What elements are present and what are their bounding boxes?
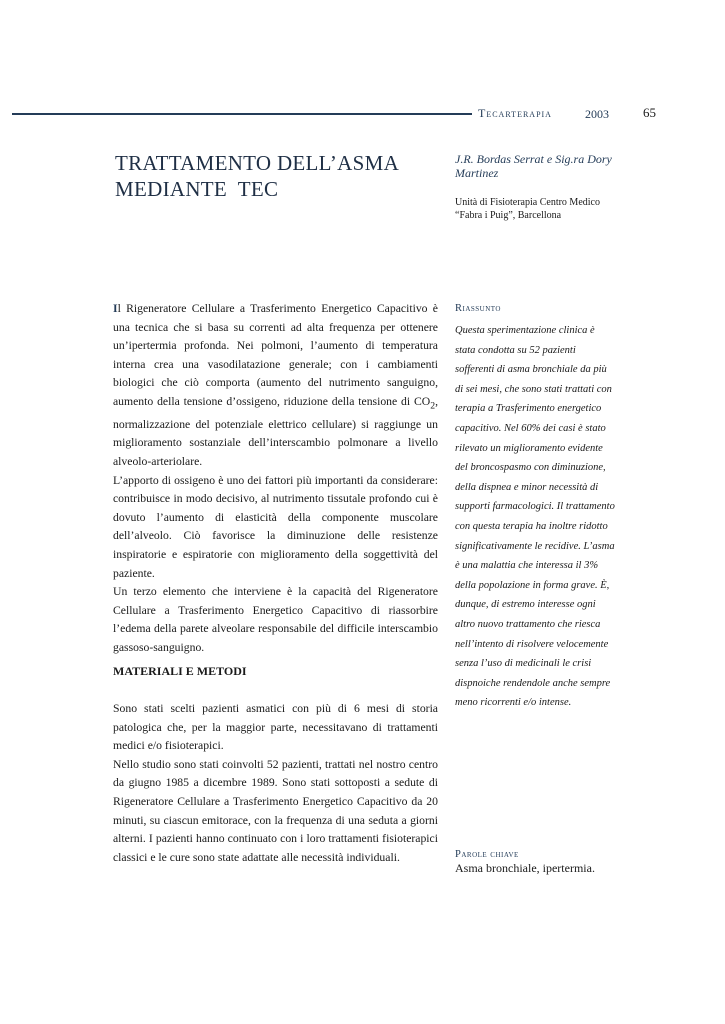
header-rule <box>12 113 472 115</box>
running-header-journal: Tecarterapia <box>478 106 552 120</box>
title-line-2: MEDIANTE TEC <box>115 177 279 201</box>
abstract <box>455 321 615 713</box>
body-paragraph-5: Nello studio sono stati coinvolti 52 pazienti, trattati nel nostro centro da giugno 1985 a dicembre 1989. Sono stati sottoposti a sedute di Rigeneratore Cellulare a Trasferimento Energetico Capacitivo da 20 minuti, su ciascun emitorace, con la frequenza di una seduta a giorni alterni. I pazienti hanno continuato con i loro trattamenti fisioterapici classici e le cure sono state adattate alle necessità individuali. <box>113 757 438 864</box>
p1-text-a: l Rigeneratore Cellulare a Trasferimento Energetico Capacitivo è una tecnica che si basa su correnti ad alta frequenza per ottenere un’ipertermia profonda. Nei polmoni, l’aumento di temperatura interna crea una vasodilatazione generale; con i cambiamenti biologici che ciò comporta (aumento del nutrimento sanguigno, aumento della tensione d’ossigeno, riduzione della tensione di CO <box>113 302 438 408</box>
abstract-text: Questa sperimentazione clinica è stata condotta su 52 pazienti sofferenti di asma bronchiale da più di sei mesi, che sono stati trattati con terapia a Trasferimento energetico capacitivo. Nel 60% dei casi è stato rilevato un miglioramento evidente del broncospasmo con diminuzione, della dispnea e minor necessità di supporti farmacologici. Il trattamento con questa terapia ha inoltre ridotto significativamente le recidive. L’asma è una malattia che interessa il 3% della popolazione in forma grave. È, dunque, di estremo interesse ogni altro nuovo trattamento che riesca nell’intento di risolvere velocemente senza l’uso di medicinali le crisi dispnoiche rendendole anche sempre meno ricorrenti e/o intense. <box>455 325 615 709</box>
body-intro <box>113 300 438 658</box>
body-paragraph-4: Sono stati scelti pazienti asmatici con più di 6 mesi di storia patologica che, per la maggior parte, necessitavano di trattamenti medici e/o fisioterapici. <box>113 702 438 753</box>
title-line-1: TRATTAMENTO DELL’ASMA <box>115 151 400 175</box>
drop-cap: I <box>113 302 118 315</box>
authors: J.R. Bordas Serrat e Sig.ra Dory Martinez <box>455 152 612 180</box>
keywords-label: Parole chiave <box>455 849 519 860</box>
p1-text-b: , normalizzazione del potenziale elettrico cellulare) si raggiunge un miglioramento sostanziale dell’interscambio polmonare a livello alveolo-arteriolare. <box>113 394 438 469</box>
running-header-year: 2003 <box>585 107 609 121</box>
co2-subscript: 2 <box>430 400 436 412</box>
body-paragraph-3: Un terzo elemento che interviene è la capacità del Rigeneratore Cellulare a Trasferimento Energetico Capacitivo di riassorbire l’edema della parete alveolare responsabile del difficile interscambio gassoso-sanguigno. <box>113 585 438 655</box>
abstract-label: Riassunto <box>455 303 501 314</box>
page-number: 65 <box>643 105 656 120</box>
body-paragraph-2: L’apporto di ossigeno è uno dei fattori più importanti da considerare: contribuisce in modo decisivo, al nutrimento tissutale profondo cui è dovuto l’aumento di elasticità della componente muscolare dell’alveolo. Ciò favorisce la diminuzione delle resistenze inspiratorie e espiratorie con miglioramento della soggettività del paziente. <box>113 473 438 580</box>
affiliation: Unità di Fisioterapia Centro Medico “Fabra i Puig”, Barcellona <box>455 197 600 221</box>
article-title <box>115 150 435 202</box>
body-paragraph-1 <box>113 300 438 472</box>
keywords: Asma bronchiale, ipertermia. <box>455 861 595 875</box>
section-heading-methods: MATERIALI E METODI <box>113 664 247 678</box>
body-methods <box>113 700 438 867</box>
